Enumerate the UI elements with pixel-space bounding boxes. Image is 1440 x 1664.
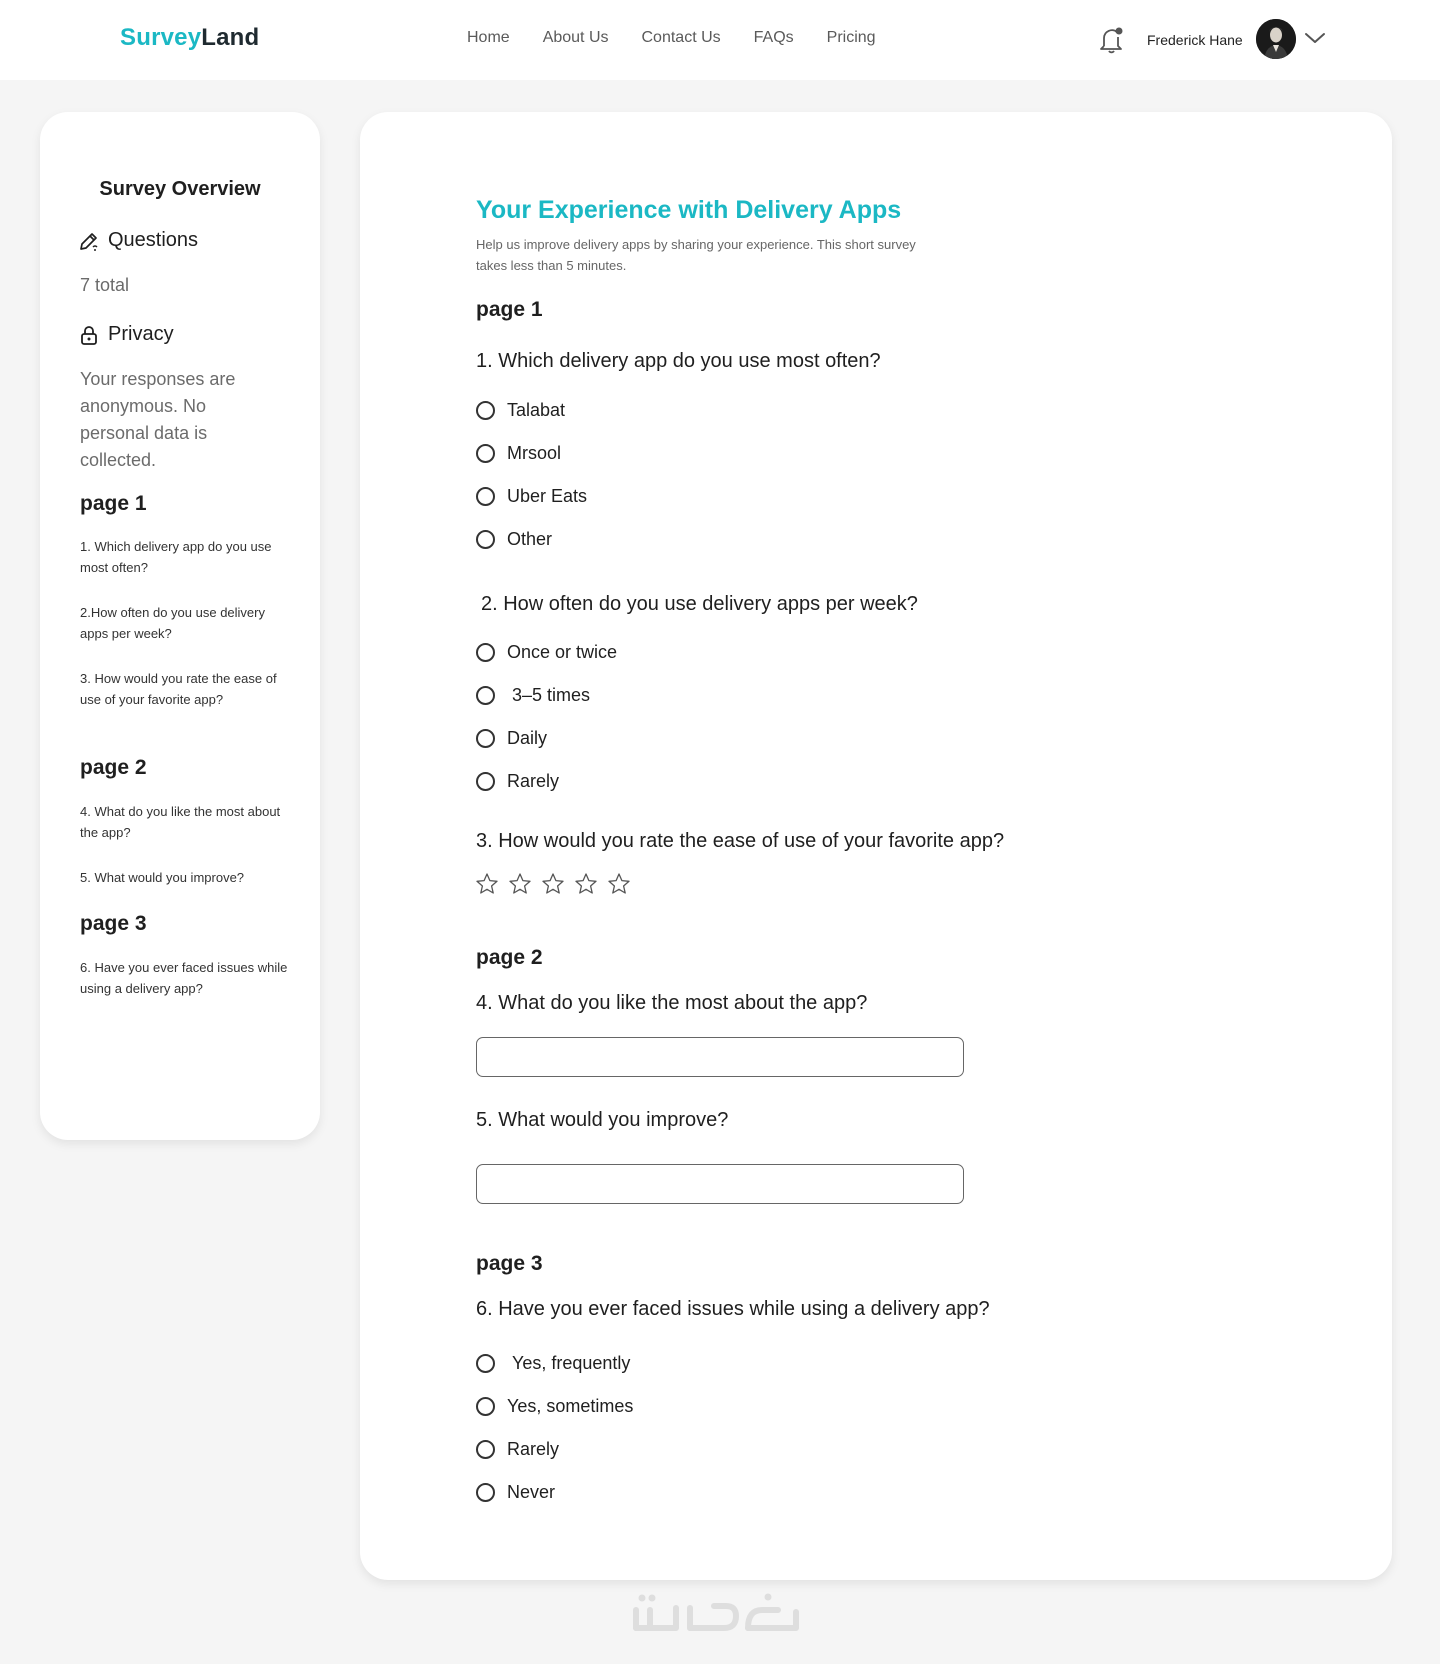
radio-button[interactable] (476, 729, 495, 748)
question-2: 2. How often do you use delivery apps per week? (481, 593, 918, 615)
q1-option-uber-eats[interactable] (476, 486, 587, 507)
nav-faqs[interactable]: FAQs (753, 29, 794, 46)
radio-button[interactable] (476, 1440, 495, 1459)
nav-home[interactable]: Home (467, 29, 510, 46)
option-label: 3–5 times (512, 685, 591, 705)
q6-option-rarely[interactable] (476, 1439, 559, 1460)
survey-card (360, 112, 1392, 1580)
sidebar-question-3[interactable]: 3. How would you rate the ease of use of your favorite app? (80, 671, 277, 707)
question-6: 6. Have you ever faced issues while using a delivery app? (476, 1298, 990, 1320)
question-5: 5. What would you improve? (476, 1109, 729, 1131)
questions-heading (78, 229, 198, 252)
option-label: Once or twice (507, 642, 618, 662)
nav-pricing[interactable]: Pricing (826, 29, 876, 46)
star-icon[interactable] (541, 872, 565, 896)
star-icon[interactable] (574, 872, 598, 896)
question-3: 3. How would you rate the ease of use of your favorite app? (476, 830, 1005, 852)
q5-text-input[interactable] (476, 1164, 964, 1204)
page-2-heading: page 2 (476, 946, 543, 969)
radio-button[interactable] (476, 1397, 495, 1416)
star-rating (475, 872, 631, 896)
option-label: Talabat (507, 400, 566, 420)
sidebar-page-2[interactable]: page 2 (80, 756, 147, 779)
questions-label: Questions (108, 229, 199, 251)
privacy-text: Your responses are anonymous. No personal data is collected. (80, 369, 236, 470)
sidebar-question-1[interactable]: 1. Which delivery app do you use most often? (80, 539, 272, 575)
option-label: Rarely (507, 771, 560, 791)
option-label: Yes, frequently (512, 1353, 631, 1373)
nav-about-us[interactable]: About Us (542, 29, 609, 46)
option-label: Rarely (507, 1439, 560, 1459)
sidebar-question-6[interactable]: 6. Have you ever faced issues while using a delivery app? (80, 960, 288, 996)
main-nav (467, 29, 876, 47)
option-label: Other (507, 529, 553, 549)
survey-description: Help us improve delivery apps by sharing your experience. This short survey takes less than 5 minutes. (476, 237, 916, 273)
lock-icon (78, 324, 100, 346)
avatar[interactable] (1256, 19, 1296, 59)
privacy-label: Privacy (108, 323, 174, 345)
q4-text-input[interactable] (476, 1037, 964, 1077)
sidebar-title: Survey Overview (99, 178, 261, 200)
star-icon[interactable] (508, 872, 532, 896)
logo[interactable] (120, 24, 259, 52)
q2-option-rarely[interactable] (476, 771, 559, 792)
question-4: 4. What do you like the most about the app? (476, 992, 868, 1014)
radio-button[interactable] (476, 772, 495, 791)
radio-button[interactable] (476, 487, 495, 506)
option-label: Never (507, 1482, 556, 1502)
radio-button[interactable] (476, 1483, 495, 1502)
star-icon[interactable] (475, 872, 499, 896)
radio-button[interactable] (476, 401, 495, 420)
questions-count: 7 total (80, 275, 130, 295)
survey-title: Your Experience with Delivery Apps (476, 196, 902, 224)
option-label: Mrsool (507, 443, 562, 463)
sidebar-page-1[interactable]: page 1 (80, 492, 147, 515)
watermark-logo (628, 1588, 808, 1638)
radio-button[interactable] (476, 444, 495, 463)
logo-part-survey: Survey (120, 24, 202, 51)
option-label: Daily (507, 728, 548, 748)
edit-icon (78, 230, 100, 252)
survey-overview-sidebar (40, 112, 320, 1140)
bell-icon[interactable] (1098, 25, 1126, 55)
sidebar-page-3[interactable]: page 3 (80, 912, 147, 935)
question-1: 1. Which delivery app do you use most often? (476, 350, 881, 372)
q2-option-3-5-times[interactable] (476, 685, 590, 706)
page-3-heading: page 3 (476, 1252, 543, 1275)
option-label: Yes, sometimes (507, 1396, 634, 1416)
sidebar-question-4[interactable]: 4. What do you like the most about the app? (80, 804, 281, 840)
nav-contact-us[interactable]: Contact Us (641, 29, 721, 46)
radio-button[interactable] (476, 530, 495, 549)
q1-option-talabat[interactable] (476, 400, 565, 421)
star-icon[interactable] (607, 872, 631, 896)
radio-button[interactable] (476, 1354, 495, 1373)
q1-option-other[interactable] (476, 529, 552, 550)
top-navbar (0, 0, 1440, 80)
q2-option-daily[interactable] (476, 728, 547, 749)
logo-part-land: Land (201, 24, 260, 51)
option-label: Uber Eats (507, 486, 588, 506)
page-1-heading: page 1 (476, 298, 543, 321)
q6-option-never[interactable] (476, 1482, 555, 1503)
radio-button[interactable] (476, 643, 495, 662)
radio-button[interactable] (476, 686, 495, 705)
q1-option-mrsool[interactable] (476, 443, 561, 464)
chevron-down-icon[interactable] (1304, 30, 1326, 46)
q6-option-yes-frequently[interactable] (476, 1353, 630, 1374)
user-name[interactable]: Frederick Hane (1147, 32, 1243, 48)
q6-option-yes-sometimes[interactable] (476, 1396, 633, 1417)
sidebar-question-2[interactable]: 2.How often do you use delivery apps per week? (80, 605, 265, 641)
q2-option-once-or-twice[interactable] (476, 642, 617, 663)
privacy-heading (78, 323, 174, 346)
sidebar-question-5[interactable]: 5. What would you improve? (80, 870, 245, 885)
